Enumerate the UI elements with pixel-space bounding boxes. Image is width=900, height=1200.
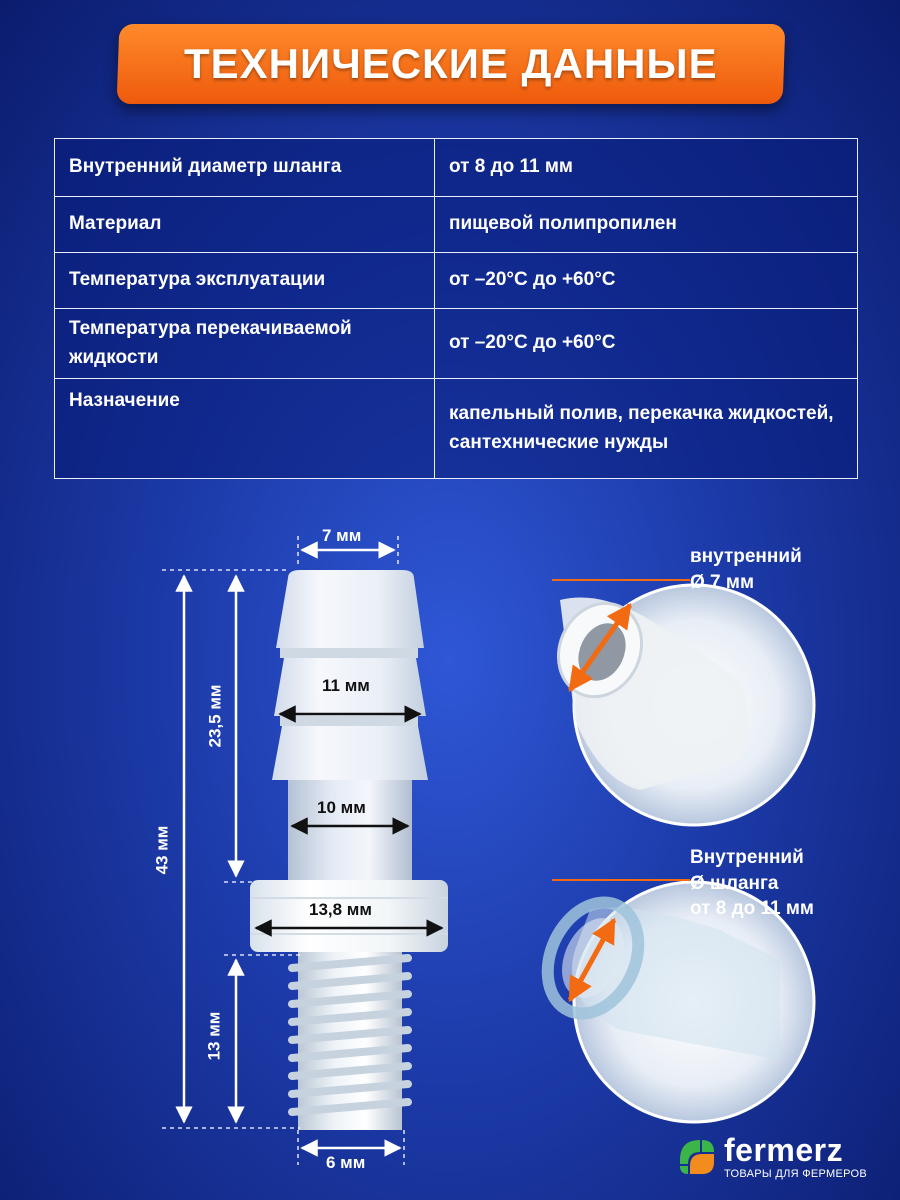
spec-key: Назначение — [55, 379, 435, 479]
brand-name: fermerz — [724, 1132, 844, 1168]
fitting-thread — [292, 952, 408, 1130]
spec-value: пищевой полипропилен — [435, 197, 858, 253]
spec-key: Материал — [55, 197, 435, 253]
spec-value: от 8 до 11 мм — [435, 139, 858, 197]
dim-thread-height: 13 мм — [204, 1011, 224, 1061]
spec-key: Температура перекачиваемой жидкости — [55, 309, 435, 379]
dim-barb-height: 23,5 мм — [205, 684, 225, 748]
dim-total-height: 43 мм — [152, 825, 172, 875]
page-title: ТЕХНИЧЕСКИЕ ДАННЫЕ — [184, 40, 718, 87]
spec-key: Температура эксплуатации — [55, 253, 435, 309]
inner-top-label: внутренний Ø 7 мм — [690, 546, 802, 593]
dim-barb-width: 11 мм — [322, 676, 370, 695]
brand-logo — [680, 1134, 867, 1180]
dim-body-width: 10 мм — [317, 798, 366, 817]
spec-value: капельный полив, перекачка жидкостей, сантехнические нужды — [435, 379, 858, 479]
fitting-body — [288, 780, 412, 880]
dim-hex-width: 13,8 мм — [309, 900, 372, 919]
inner-top-callout — [543, 580, 814, 825]
dim-thread-width: 6 мм — [326, 1153, 366, 1172]
brand-slogan: ТОВАРЫ ДЛЯ ФЕРМЕРОВ — [724, 1168, 867, 1180]
inner-hose-label: Внутренний Ø шланга от 8 до 11 мм — [690, 847, 814, 920]
fitting-top-barb — [276, 570, 424, 648]
fitting-neck — [280, 716, 418, 726]
spec-value: от –20°С до +60°С — [435, 309, 858, 379]
fitting-neck — [280, 648, 418, 658]
spec-key: Внутренний диаметр шланга — [55, 139, 435, 197]
dim-top-width: 7 мм — [322, 526, 362, 545]
fitting-lower-barb — [272, 726, 428, 780]
spec-value: от –20°С до +60°С — [435, 253, 858, 309]
